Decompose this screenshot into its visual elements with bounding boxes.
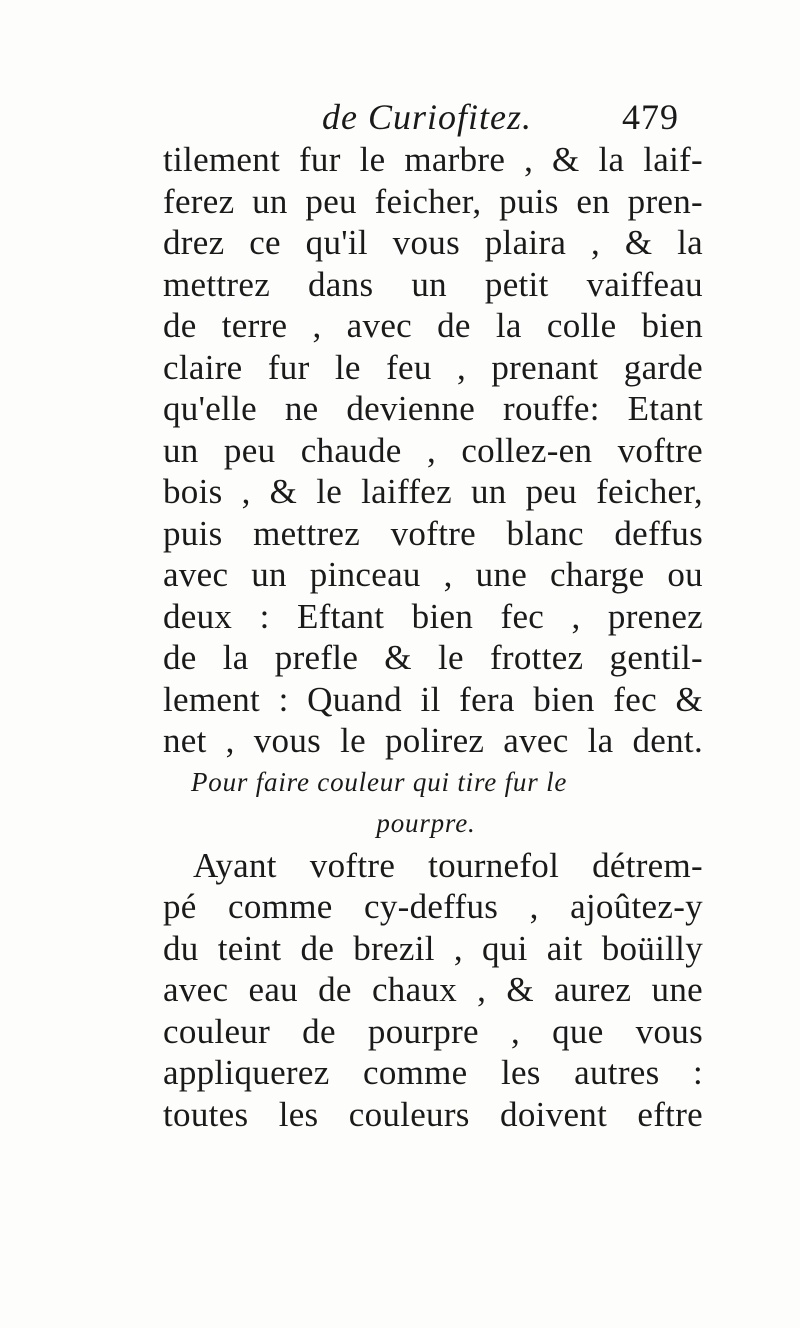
body-line: de la prefle & le frottez gentil- (163, 638, 703, 677)
paragraph-line: couleur de pourpre , que vous (163, 1011, 703, 1051)
paragraph-line: avec eau de chaux , & aurez une (163, 970, 703, 1009)
body-line: qu'elle ne devienne rouffe: Etant (163, 389, 703, 428)
body-line: bois , & le laiffez un peu feicher, (163, 472, 703, 511)
paragraph-line: toutes les couleurs doivent eftre (163, 1094, 703, 1134)
body-line: lement : Quand il fera bien fec & (163, 679, 703, 719)
body-line: deux : Eftant bien fec , prenez (163, 596, 703, 636)
text-block (163, 139, 703, 1135)
body-line: mettrez dans un petit vaiffeau (163, 264, 703, 304)
paragraph-line: du teint de brezil , qui ait boüilly (163, 928, 703, 968)
body-line: tilement fur le marbre , & la laif- (163, 140, 703, 179)
body-line: drez ce qu'il vous plaira , & la (163, 223, 703, 262)
running-head (322, 92, 702, 142)
paragraph-line: appliquerez comme les autres : (163, 1053, 703, 1092)
body-line: avec un pinceau , une charge ou (163, 555, 703, 594)
page-number: 479 (622, 97, 679, 137)
section-heading-line-2: pourpre. (376, 808, 476, 838)
body-line: claire fur le feu , prenant garde (163, 347, 703, 387)
paragraph-line: pé comme cy-deffus , ajoûtez-y (163, 887, 703, 926)
body-line: net , vous le polirez avec la dent. (163, 721, 703, 760)
running-title: de Curiofitez. (322, 97, 532, 137)
section-heading-line-1: Pour faire couleur qui tire fur le (191, 766, 568, 797)
body-line: de terre , avec de la colle bien (163, 306, 703, 345)
body-line: ferez un peu feicher, puis en pren- (163, 181, 703, 221)
paragraph-line: Ayant voftre tournefol détrem- (193, 845, 703, 885)
body-line: puis mettrez voftre blanc deffus (163, 513, 703, 553)
body-line: un peu chaude , collez-en voftre (163, 430, 703, 470)
